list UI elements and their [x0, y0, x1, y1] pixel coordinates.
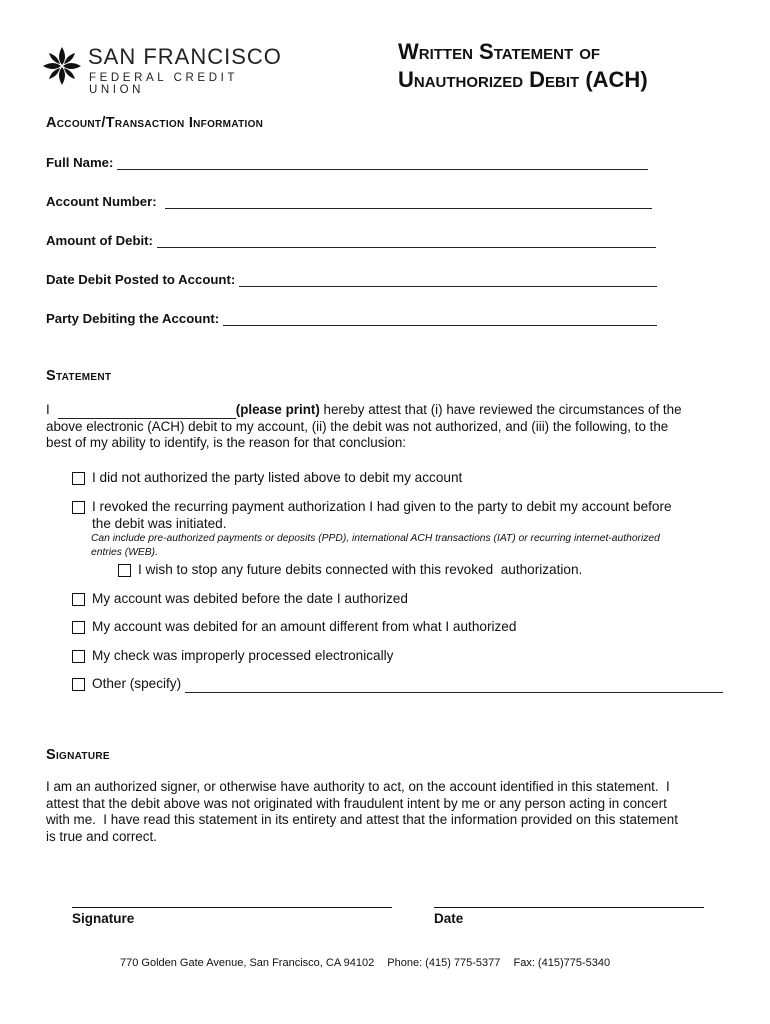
option-check-improperly-processed[interactable]: [72, 648, 393, 665]
statement-section-heading: Statement: [46, 368, 112, 384]
date-debit-posted-field[interactable]: [46, 272, 657, 287]
logo: [42, 44, 292, 96]
account-section-heading: Account/Transaction Information: [46, 115, 264, 131]
option-revoked-line-2: the debit was initiated.: [92, 515, 227, 531]
party-debiting-line[interactable]: [223, 313, 657, 326]
party-debiting-label: Party Debiting the Account:: [46, 311, 220, 326]
revoked-note-line-2: entries (WEB).: [91, 546, 158, 558]
checkbox-debited-before-date[interactable]: [72, 593, 85, 606]
checkbox-revoked[interactable]: [72, 501, 85, 514]
title-line-1: Written Statement of: [398, 39, 601, 64]
signature-paragraph: [46, 779, 736, 845]
option-revoked-text: [92, 499, 672, 532]
attester-name-line[interactable]: [58, 406, 236, 419]
date-debit-posted-label: Date Debit Posted to Account:: [46, 272, 236, 287]
checkbox-other[interactable]: [72, 678, 85, 691]
option-revoked-line-1: I revoked the recurring payment authorization I had given to the party to debit my account before: [92, 499, 672, 514]
signature-label: Signature: [72, 911, 135, 926]
option-revoked[interactable]: [72, 499, 732, 532]
date-line[interactable]: [434, 907, 704, 908]
option-stop-future-debits-label: I wish to stop any future debits connected with this revoked authorization.: [138, 562, 583, 577]
option-different-amount-label: My account was debited for an amount different from what I authorized: [92, 619, 517, 634]
statement-intro-rest: hereby attest that (i) have reviewed the circumstances of the: [319, 402, 682, 417]
checkbox-stop-future-debits[interactable]: [118, 564, 131, 577]
revoked-note: [91, 532, 751, 559]
statement-intro-line-1: [46, 402, 726, 419]
checkbox-different-amount[interactable]: [72, 621, 85, 634]
signature-para-line-3: with me. I have read this statement in its entirety and attest that the information provided on this statement: [46, 812, 678, 827]
full-name-label: Full Name:: [46, 155, 114, 170]
checkbox-check-improperly-processed[interactable]: [72, 650, 85, 663]
full-name-field[interactable]: [46, 155, 648, 170]
signature-section-heading: Signature: [46, 747, 110, 763]
option-check-improperly-processed-label: My check was improperly processed electronically: [92, 648, 394, 663]
option-debited-before-date-label: My account was debited before the date I authorized: [92, 591, 408, 606]
statement-intro-line-2: above electronic (ACH) debit to my account, (ii) the debit was not authorized, and (iii) the following, to the: [46, 418, 669, 434]
signature-para-line-2: attest that the debit above was not originated with fraudulent intent by me or any person acting in concert: [46, 795, 667, 811]
signature-para-line-4: is true and correct.: [46, 828, 157, 844]
option-stop-future-debits[interactable]: [118, 562, 582, 579]
document-title: [398, 38, 648, 94]
account-number-line[interactable]: [165, 196, 652, 209]
account-number-field[interactable]: [46, 194, 652, 209]
footer: [120, 957, 610, 969]
option-debited-before-date[interactable]: [72, 591, 408, 608]
statement-i: I: [46, 402, 50, 417]
amount-of-debit-field[interactable]: [46, 233, 656, 248]
amount-of-debit-line[interactable]: [157, 235, 656, 248]
checkbox-not-authorized[interactable]: [72, 472, 85, 485]
option-not-authorized[interactable]: [72, 470, 462, 487]
logo-name: SAN FRANCISCO: [88, 44, 282, 69]
option-different-amount[interactable]: [72, 619, 516, 636]
statement-intro: [46, 402, 726, 452]
party-debiting-field[interactable]: [46, 311, 657, 326]
please-print-label: (please print): [235, 402, 320, 417]
account-number-label: Account Number:: [46, 194, 157, 209]
title-line-2: Unauthorized Debit (ACH): [398, 67, 648, 92]
date-label: Date: [434, 911, 464, 926]
amount-of-debit-label: Amount of Debit:: [46, 233, 153, 248]
signature-para-line-1: I am an authorized signer, or otherwise have authority to act, on the account identified in this statement. I: [46, 779, 670, 794]
logo-mark-icon: [42, 46, 82, 86]
signature-line[interactable]: [72, 907, 392, 908]
other-specify-line[interactable]: [185, 680, 723, 693]
footer-phone: Phone: (415) 775-5377: [387, 957, 501, 969]
logo-subtitle: FEDERAL CREDIT UNION: [89, 72, 238, 96]
date-debit-posted-line[interactable]: [239, 274, 657, 287]
option-other-label: Other (specify): [92, 676, 182, 691]
revoked-note-line-1: Can include pre-authorized payments or deposits (PPD), international ACH transactions (IAT) or recurring internet-authorized: [91, 533, 660, 544]
footer-fax: Fax: (415)775-5340: [513, 957, 611, 969]
option-other[interactable]: [72, 676, 723, 693]
full-name-line[interactable]: [117, 157, 648, 170]
footer-address: 770 Golden Gate Avenue, San Francisco, CA 94102: [120, 957, 375, 969]
statement-intro-line-3: best of my ability to identify, is the reason for that conclusion:: [46, 435, 406, 450]
option-not-authorized-label: I did not authorized the party listed above to debit my account: [92, 470, 463, 485]
